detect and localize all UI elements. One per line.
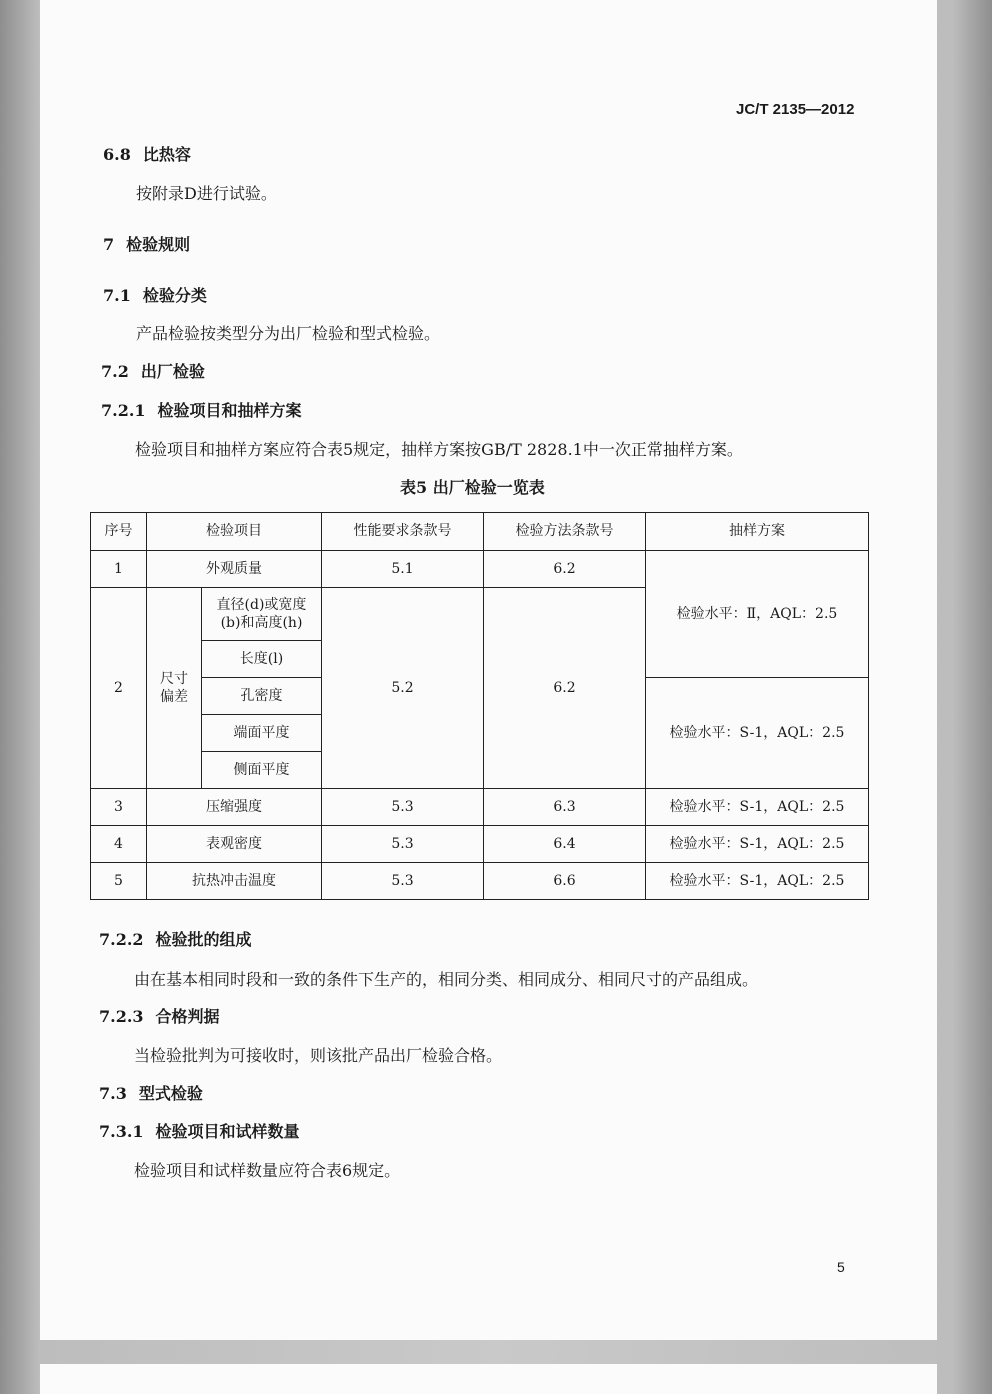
cell-no: 1 xyxy=(91,551,147,588)
section-7-1-text: 产品检验按类型分为出厂检验和型式检验。 xyxy=(136,324,441,343)
table-row xyxy=(91,826,869,863)
cell-requirement: 5.1 xyxy=(322,551,484,588)
section-7-heading xyxy=(103,232,190,255)
section-7-3-heading xyxy=(99,1081,203,1104)
cell-no: 4 xyxy=(91,826,147,863)
section-number: 7.2.2 xyxy=(99,930,144,949)
cell-requirement: 5.2 xyxy=(322,588,484,789)
cell-sampling: 检验水平：S-1，AQL：2.5 xyxy=(646,789,869,826)
standard-code: JC/T 2135—2012 xyxy=(736,101,855,118)
cell-sub-item-hole-density: 孔密度 xyxy=(202,678,322,715)
section-title: 比热容 xyxy=(142,145,191,164)
section-number: 7.1 xyxy=(103,286,131,305)
section-7-2-2-text: 由在基本相同时段和一致的条件下生产的，相同分类、相同成分、相同尺寸的产品组成。 xyxy=(134,970,759,989)
section-number: 7 xyxy=(103,235,115,254)
section-number: 7.2.3 xyxy=(99,1007,144,1026)
section-7-2-1-heading xyxy=(101,398,302,421)
inspection-table xyxy=(90,512,869,900)
cell-requirement: 5.3 xyxy=(322,863,484,900)
cell-no: 5 xyxy=(91,863,147,900)
cell-sampling-level-ii: 检验水平：Ⅱ，AQL：2.5 xyxy=(646,551,869,678)
section-title: 检验项目和试样数量 xyxy=(155,1122,300,1141)
section-number: 7.3.1 xyxy=(99,1122,144,1141)
cell-method: 6.3 xyxy=(484,789,646,826)
table-title: 表5 出厂检验一览表 xyxy=(400,478,545,497)
cell-method: 6.2 xyxy=(484,588,646,789)
table-row xyxy=(91,863,869,900)
next-page-edge xyxy=(40,1364,937,1394)
section-7-2-2-heading xyxy=(99,927,252,950)
page-number: 5 xyxy=(837,1259,845,1275)
section-title: 检验项目和抽样方案 xyxy=(157,401,302,420)
table-row xyxy=(91,789,869,826)
cell-sampling: 检验水平：S-1，AQL：2.5 xyxy=(646,863,869,900)
header-cell-item: 检验项目 xyxy=(147,513,322,551)
section-number: 7.2 xyxy=(101,362,129,381)
header-cell-no: 序号 xyxy=(91,513,147,551)
section-7-2-1-text: 检验项目和抽样方案应符合表5规定，抽样方案按GB/T 2828.1中一次正常抽样方案。 xyxy=(135,440,743,459)
section-title: 检验批的组成 xyxy=(155,930,252,949)
cell-method: 6.6 xyxy=(484,863,646,900)
cell-item: 表观密度 xyxy=(147,826,322,863)
section-title: 合格判据 xyxy=(155,1007,220,1026)
cell-dimension-deviation: 尺寸 偏差 xyxy=(147,588,202,789)
section-7-3-1-heading xyxy=(99,1119,300,1142)
section-title: 型式检验 xyxy=(138,1084,203,1103)
cell-item: 压缩强度 xyxy=(147,789,322,826)
cell-sub-item-side-flatness: 侧面平度 xyxy=(202,752,322,789)
cell-method: 6.4 xyxy=(484,826,646,863)
cell-item: 抗热冲击温度 xyxy=(147,863,322,900)
cell-sub-item-diameter: 直径(d)或宽度 (b)和高度(h) xyxy=(202,588,322,641)
section-title: 检验分类 xyxy=(142,286,207,305)
table-header-row xyxy=(91,513,869,551)
cell-no: 3 xyxy=(91,789,147,826)
section-7-1-heading xyxy=(103,283,207,306)
section-number: 7.3 xyxy=(99,1084,127,1103)
header-cell-sampling: 抽样方案 xyxy=(646,513,869,551)
header-cell-method: 检验方法条款号 xyxy=(484,513,646,551)
cell-sub-item-length: 长度(l) xyxy=(202,641,322,678)
header-cell-requirement: 性能要求条款号 xyxy=(322,513,484,551)
table-row xyxy=(91,551,869,588)
section-title: 出厂检验 xyxy=(140,362,205,381)
cell-no: 2 xyxy=(91,588,147,789)
section-title: 检验规则 xyxy=(126,235,191,254)
section-6-8-heading xyxy=(103,142,191,165)
cell-item: 外观质量 xyxy=(147,551,322,588)
cell-sub-item-end-flatness: 端面平度 xyxy=(202,715,322,752)
section-number: 6.8 xyxy=(103,145,131,164)
cell-sampling-level-s1: 检验水平：S-1，AQL：2.5 xyxy=(646,678,869,789)
section-7-2-3-text: 当检验批判为可接收时，则该批产品出厂检验合格。 xyxy=(134,1046,503,1065)
cell-requirement: 5.3 xyxy=(322,826,484,863)
section-7-2-heading xyxy=(101,359,205,382)
cell-sampling: 检验水平：S-1，AQL：2.5 xyxy=(646,826,869,863)
section-6-8-text: 按附录D进行试验。 xyxy=(136,184,277,203)
section-number: 7.2.1 xyxy=(101,401,146,420)
cell-requirement: 5.3 xyxy=(322,789,484,826)
section-7-2-3-heading xyxy=(99,1004,220,1027)
document-page xyxy=(40,0,937,1340)
cell-method: 6.2 xyxy=(484,551,646,588)
section-7-3-1-text: 检验项目和试样数量应符合表6规定。 xyxy=(134,1161,401,1180)
